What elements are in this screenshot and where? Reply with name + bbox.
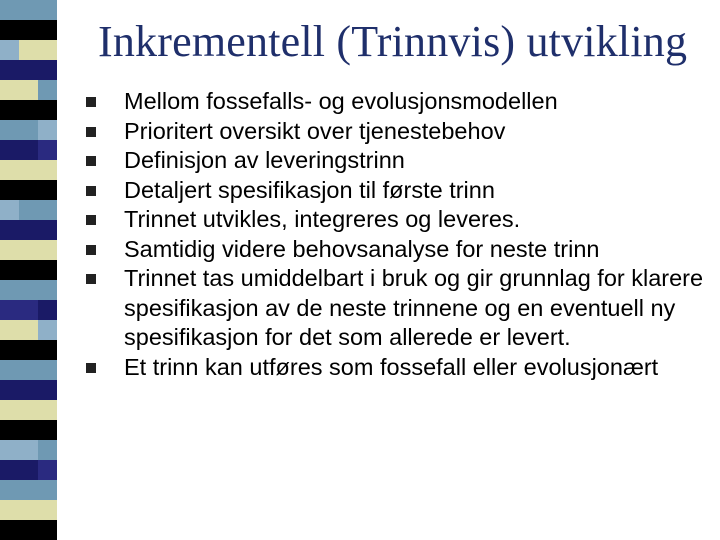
stripe-row <box>0 520 57 540</box>
stripe-cell <box>38 220 57 240</box>
stripe-row <box>0 400 57 420</box>
stripe-cell <box>38 500 57 520</box>
square-bullet-icon <box>86 97 96 107</box>
stripe-cell <box>19 120 38 140</box>
stripe-row <box>0 60 57 80</box>
stripe-row <box>0 140 57 160</box>
square-bullet-icon <box>86 186 96 196</box>
stripe-row <box>0 320 57 340</box>
stripe-row <box>0 200 57 220</box>
stripe-cell <box>0 140 19 160</box>
stripe-cell <box>38 320 57 340</box>
decorative-stripe <box>0 0 57 540</box>
stripe-cell <box>0 520 19 540</box>
stripe-cell <box>19 80 38 100</box>
stripe-cell <box>38 340 57 360</box>
stripe-row <box>0 20 57 40</box>
bullet-text: Trinnet tas umiddelbart i bruk og gir grunnlag for klarere spesifikasjon av de neste trinnene og en eventuell ny spesifikasjon for det som allerede er levert. <box>124 265 704 350</box>
bullet-item <box>86 146 706 176</box>
stripe-cell <box>19 500 38 520</box>
stripe-cell <box>0 320 19 340</box>
stripe-row <box>0 180 57 200</box>
stripe-cell <box>19 340 38 360</box>
stripe-cell <box>38 460 57 480</box>
stripe-cell <box>19 380 38 400</box>
stripe-cell <box>19 0 38 20</box>
stripe-row <box>0 340 57 360</box>
stripe-cell <box>19 320 38 340</box>
stripe-cell <box>38 180 57 200</box>
stripe-row <box>0 480 57 500</box>
stripe-cell <box>0 420 19 440</box>
stripe-cell <box>19 20 38 40</box>
stripe-cell <box>19 160 38 180</box>
stripe-cell <box>0 180 19 200</box>
stripe-cell <box>0 280 19 300</box>
stripe-cell <box>19 360 38 380</box>
stripe-cell <box>0 380 19 400</box>
square-bullet-icon <box>86 127 96 137</box>
stripe-cell <box>0 120 19 140</box>
bullet-item <box>86 235 706 265</box>
stripe-cell <box>38 260 57 280</box>
square-bullet-icon <box>86 363 96 373</box>
square-bullet-icon <box>86 245 96 255</box>
stripe-cell <box>0 160 19 180</box>
stripe-cell <box>19 240 38 260</box>
stripe-cell <box>19 420 38 440</box>
stripe-cell <box>38 0 57 20</box>
stripe-row <box>0 160 57 180</box>
stripe-row <box>0 260 57 280</box>
slide-title: Inkrementell (Trinnvis) utvikling <box>98 17 688 66</box>
stripe-cell <box>19 520 38 540</box>
stripe-cell <box>0 500 19 520</box>
stripe-cell <box>0 0 19 20</box>
stripe-cell <box>38 200 57 220</box>
stripe-cell <box>38 280 57 300</box>
stripe-row <box>0 220 57 240</box>
stripe-row <box>0 500 57 520</box>
bullet-text: Et trinn kan utføres som fossefall eller evolusjonært <box>124 353 659 380</box>
stripe-cell <box>0 360 19 380</box>
stripe-row <box>0 440 57 460</box>
stripe-row <box>0 300 57 320</box>
stripe-cell <box>38 60 57 80</box>
stripe-cell <box>19 260 38 280</box>
stripe-row <box>0 240 57 260</box>
stripe-cell <box>0 340 19 360</box>
stripe-cell <box>38 480 57 500</box>
bullet-text: Samtidig videre behovsanalyse for neste trinn <box>124 235 600 262</box>
stripe-cell <box>19 440 38 460</box>
stripe-cell <box>38 300 57 320</box>
stripe-cell <box>19 400 38 420</box>
stripe-cell <box>0 200 19 220</box>
square-bullet-icon <box>86 274 96 284</box>
stripe-cell <box>38 160 57 180</box>
stripe-cell <box>38 140 57 160</box>
stripe-cell <box>0 300 19 320</box>
stripe-row <box>0 380 57 400</box>
stripe-cell <box>0 40 19 60</box>
stripe-row <box>0 40 57 60</box>
stripe-cell <box>0 100 19 120</box>
stripe-row <box>0 0 57 20</box>
stripe-cell <box>38 240 57 260</box>
bullet-text: Trinnet utvikles, integreres og leveres. <box>124 206 521 232</box>
bullet-item <box>86 264 706 353</box>
bullet-text: Definisjon av leveringstrinn <box>124 147 405 173</box>
stripe-row <box>0 420 57 440</box>
stripe-cell <box>19 220 38 240</box>
bullet-item <box>86 117 706 147</box>
stripe-cell <box>0 460 19 480</box>
stripe-cell <box>19 140 38 160</box>
stripe-cell <box>19 60 38 80</box>
stripe-row <box>0 100 57 120</box>
stripe-cell <box>0 220 19 240</box>
stripe-cell <box>0 480 19 500</box>
stripe-cell <box>19 180 38 200</box>
bullet-item <box>86 176 706 206</box>
stripe-cell <box>38 420 57 440</box>
stripe-cell <box>38 520 57 540</box>
stripe-cell <box>38 440 57 460</box>
stripe-cell <box>38 20 57 40</box>
stripe-cell <box>38 360 57 380</box>
bullet-item <box>86 205 706 235</box>
stripe-cell <box>38 380 57 400</box>
bullet-list <box>86 87 706 382</box>
bullet-text: Detaljert spesifikasjon til første trinn <box>124 176 495 203</box>
bullet-text: Mellom fossefalls- og evolusjonsmodellen <box>124 88 558 114</box>
stripe-cell <box>0 240 19 260</box>
stripe-cell <box>38 100 57 120</box>
stripe-cell <box>0 80 19 100</box>
stripe-cell <box>38 400 57 420</box>
stripe-cell <box>19 100 38 120</box>
stripe-cell <box>0 260 19 280</box>
bullet-item <box>86 353 706 383</box>
stripe-cell <box>0 440 19 460</box>
stripe-cell <box>19 480 38 500</box>
square-bullet-icon <box>86 156 96 166</box>
stripe-cell <box>19 460 38 480</box>
stripe-cell <box>19 280 38 300</box>
bullet-item <box>86 87 706 117</box>
stripe-cell <box>38 120 57 140</box>
square-bullet-icon <box>86 215 96 225</box>
stripe-cell <box>0 60 19 80</box>
stripe-cell <box>38 80 57 100</box>
stripe-row <box>0 460 57 480</box>
stripe-row <box>0 120 57 140</box>
stripe-cell <box>0 400 19 420</box>
bullet-text: Prioritert oversikt over tjenestebehov <box>124 117 506 144</box>
stripe-cell <box>19 300 38 320</box>
stripe-row <box>0 360 57 380</box>
stripe-cell <box>19 40 38 60</box>
stripe-cell <box>19 200 38 220</box>
stripe-row <box>0 80 57 100</box>
stripe-cell <box>38 40 57 60</box>
stripe-row <box>0 280 57 300</box>
stripe-cell <box>0 20 19 40</box>
